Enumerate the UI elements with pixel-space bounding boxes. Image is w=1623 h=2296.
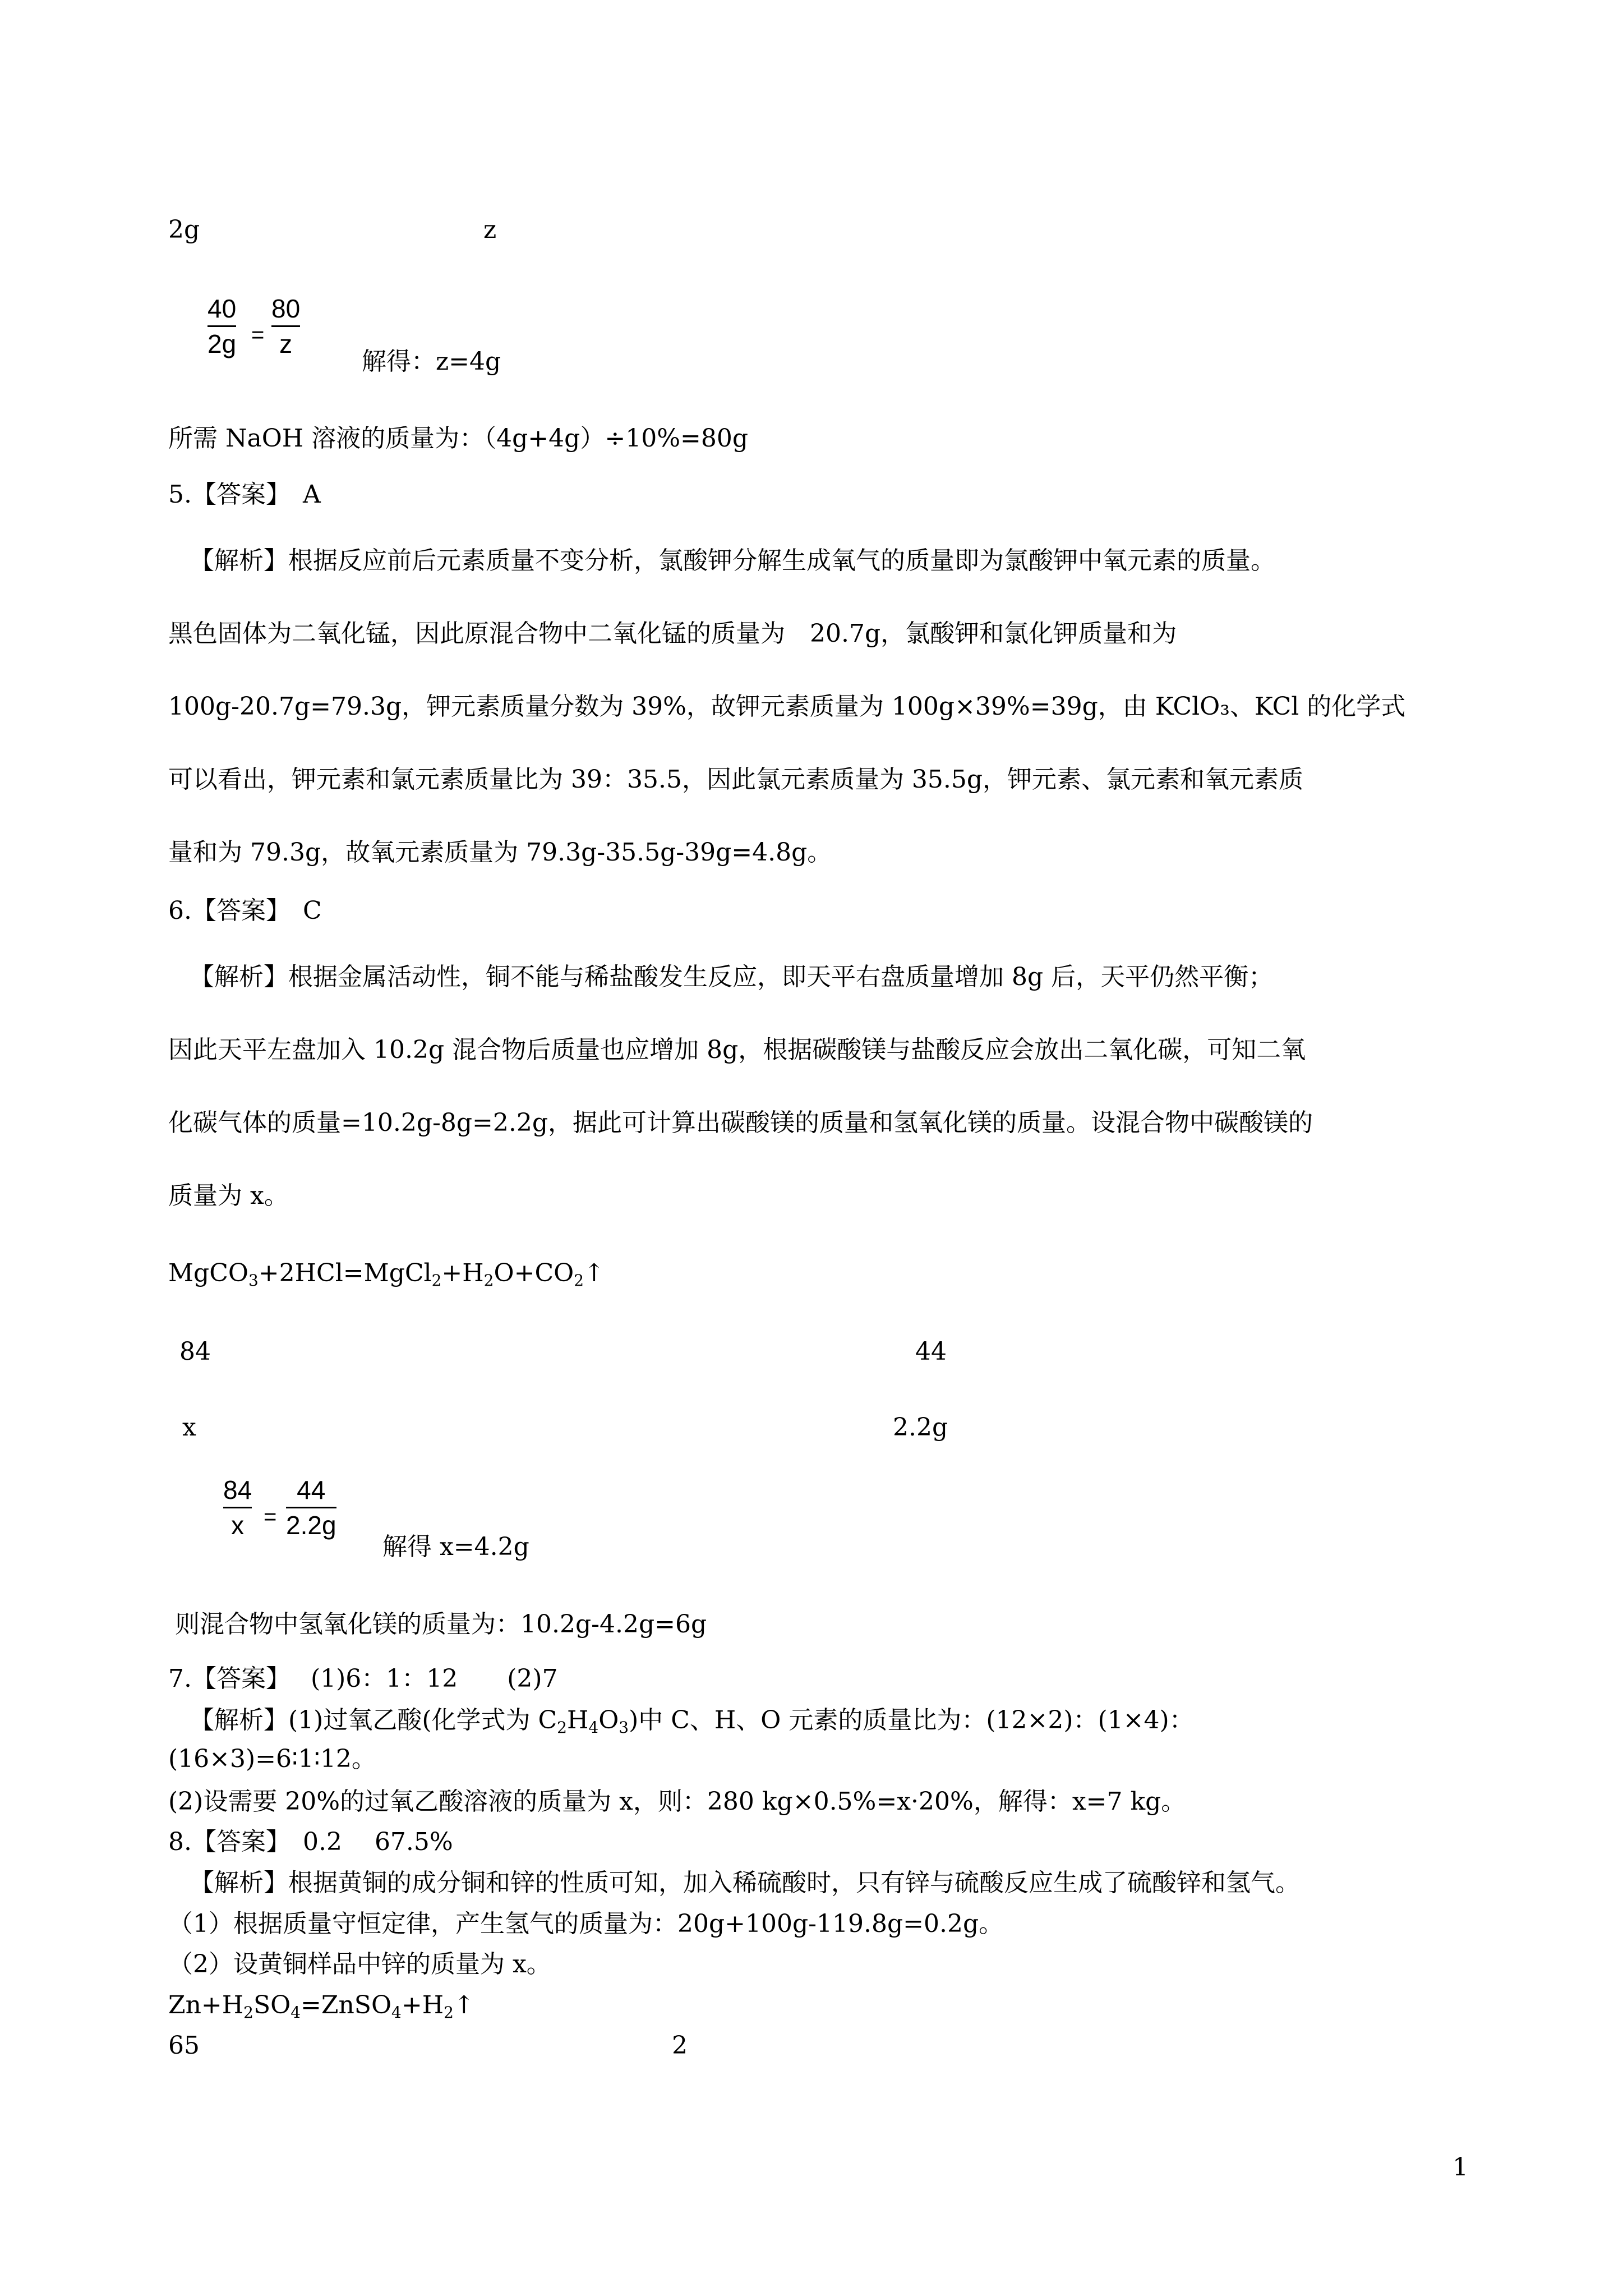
equation-part: SO — [253, 1991, 291, 2019]
reaction-equation-mgco3 — [168, 1257, 605, 1290]
variable-z: z — [483, 215, 497, 244]
gas-arrow-icon: ↑ — [453, 1991, 474, 2019]
fraction-denominator: z — [279, 329, 293, 358]
co2-mass: 2.2g — [893, 1413, 948, 1442]
reaction-equation-zn — [168, 1989, 474, 2022]
text-part: H — [566, 1706, 589, 1734]
q5-analysis-line: 【解析】根据反应前后元素质量不变分析，氯酸钾分解生成氧气的质量即为氯酸钾中氧元素的质量。 — [190, 546, 1275, 575]
subscript: 2 — [444, 2003, 454, 2022]
page-number: 1 — [1453, 2153, 1468, 2182]
subscript: 3 — [248, 1271, 259, 1290]
molar-mass-84: 84 — [179, 1337, 211, 1366]
fraction-80-over-z — [271, 293, 300, 360]
fraction-84-over-x — [223, 1474, 252, 1541]
q6-analysis-line: 质量为 x。 — [168, 1181, 289, 1210]
unknown-x: x — [182, 1413, 196, 1442]
fraction-numerator: 80 — [271, 294, 301, 323]
subscript: 4 — [391, 2003, 402, 2022]
equals-sign: = — [251, 323, 265, 347]
q5-analysis-line: 可以看出，钾元素和氯元素质量比为 39：35.5，因此氯元素质量为 35.5g，钾元素、氯元素和氧元素质 — [168, 765, 1304, 794]
gas-arrow-icon: ↑ — [584, 1259, 605, 1287]
equation-part: O+CO — [494, 1259, 574, 1287]
q5-analysis-line: 量和为 79.3g，故氧元素质量为 79.3g-35.5g-39g=4.8g。 — [168, 838, 832, 867]
fraction-bar — [208, 325, 236, 327]
fraction-numerator: 40 — [208, 294, 237, 323]
fraction-denominator: x — [231, 1511, 245, 1540]
molar-mass-65: 65 — [168, 2031, 200, 2060]
fraction-44-over-2.2g — [286, 1474, 336, 1541]
text-part: )中 C、H、O 元素的质量比为：(12×2)：(1×4)： — [629, 1706, 1194, 1734]
subscript: 2 — [557, 1718, 567, 1737]
q5-analysis-line: 黑色固体为二氧化锰，因此原混合物中二氧化锰的质量为 20.7g，氯酸钾和氯化钾质量和为 — [168, 619, 1177, 648]
fraction-denominator: 2.2g — [286, 1511, 336, 1540]
molar-mass-44: 44 — [915, 1337, 947, 1366]
molar-mass-2: 2 — [672, 2031, 688, 2060]
q5-analysis-line: 100g-20.7g=79.3g，钾元素质量分数为 39%，故钾元素质量为 100g×39%=39g，由 KClO₃、KCl 的化学式 — [168, 692, 1406, 721]
equation-part: MgCO — [168, 1259, 248, 1287]
equation-part: =ZnSO — [301, 1991, 392, 2019]
naoh-mass-result: 所需 NaOH 溶液的质量为：（4g+4g）÷10%=80g — [168, 424, 749, 453]
fraction-bar — [223, 1507, 252, 1508]
solution-x: 解得 x=4.2g — [382, 1533, 529, 1561]
text-part: O — [598, 1706, 619, 1734]
equals-sign: = — [264, 1504, 277, 1529]
fraction-denominator: 2g — [208, 329, 237, 358]
subscript: 2 — [431, 1271, 442, 1290]
mgoh2-mass-result: 则混合物中氢氧化镁的质量为：10.2g-4.2g=6g — [175, 1610, 707, 1639]
fraction-numerator: 44 — [297, 1475, 326, 1504]
text-part: 【解析】(1)过氧乙酸(化学式为 C — [190, 1706, 557, 1734]
subscript: 2 — [483, 1271, 494, 1290]
q8-analysis-line: （1）根据质量守恒定律，产生氢气的质量为：20g+100g-119.8g=0.2g。 — [168, 1910, 1004, 1938]
mass-label-2g: 2g — [168, 215, 200, 244]
subscript: 2 — [574, 1271, 584, 1290]
fraction-bar — [286, 1507, 336, 1508]
fraction-numerator: 84 — [223, 1475, 252, 1504]
q7-analysis-line: (16×3)=6∶1∶12。 — [168, 1745, 376, 1773]
subscript: 2 — [243, 2003, 253, 2022]
fraction-bar — [271, 325, 300, 327]
q6-analysis-line: 化碳气体的质量=10.2g-8g=2.2g，据此可计算出碳酸镁的质量和氢氧化镁的质量。设混合物中碳酸镁的 — [168, 1108, 1313, 1137]
q6-analysis-line: 因此天平左盘加入 10.2g 混合物后质量也应增加 8g，根据碳酸镁与盐酸反应会放出二氧化碳，可知二氧 — [168, 1036, 1306, 1064]
q7-analysis-line — [190, 1704, 1194, 1737]
subscript: 4 — [588, 1718, 599, 1737]
q8-answer: 8.【答案】 0.2 67.5% — [168, 1828, 453, 1856]
fraction-40-over-2g — [208, 293, 236, 360]
equation-part: +2HCl=MgCl — [258, 1259, 432, 1287]
subscript: 3 — [619, 1718, 629, 1737]
q6-analysis-line: 【解析】根据金属活动性，铜不能与稀盐酸发生反应，即天平右盘质量增加 8g 后，天平仍然平衡； — [190, 963, 1274, 991]
subscript: 4 — [291, 2003, 301, 2022]
q6-answer: 6.【答案】 C — [168, 896, 322, 925]
equation-part: Zn+H — [168, 1991, 244, 2019]
q8-analysis-line: （2）设黄铜样品中锌的质量为 x。 — [168, 1950, 551, 1978]
solution-z: 解得：z=4g — [362, 347, 501, 376]
q7-analysis-line: (2)设需要 20%的过氧乙酸溶液的质量为 x，则：280 kg×0.5%=x·20%，解得：x=7 kg。 — [168, 1787, 1186, 1816]
equation-part: +H — [441, 1259, 484, 1287]
equation-part: +H — [401, 1991, 444, 2019]
q8-analysis-line: 【解析】根据黄铜的成分铜和锌的性质可知，加入稀硫酸时，只有锌与硫酸反应生成了硫酸锌和氢气。 — [190, 1869, 1300, 1897]
q5-answer: 5.【答案】 A — [168, 480, 321, 509]
q7-answer: 7.【答案】 (1)6：1：12 (2)7 — [168, 1664, 558, 1693]
